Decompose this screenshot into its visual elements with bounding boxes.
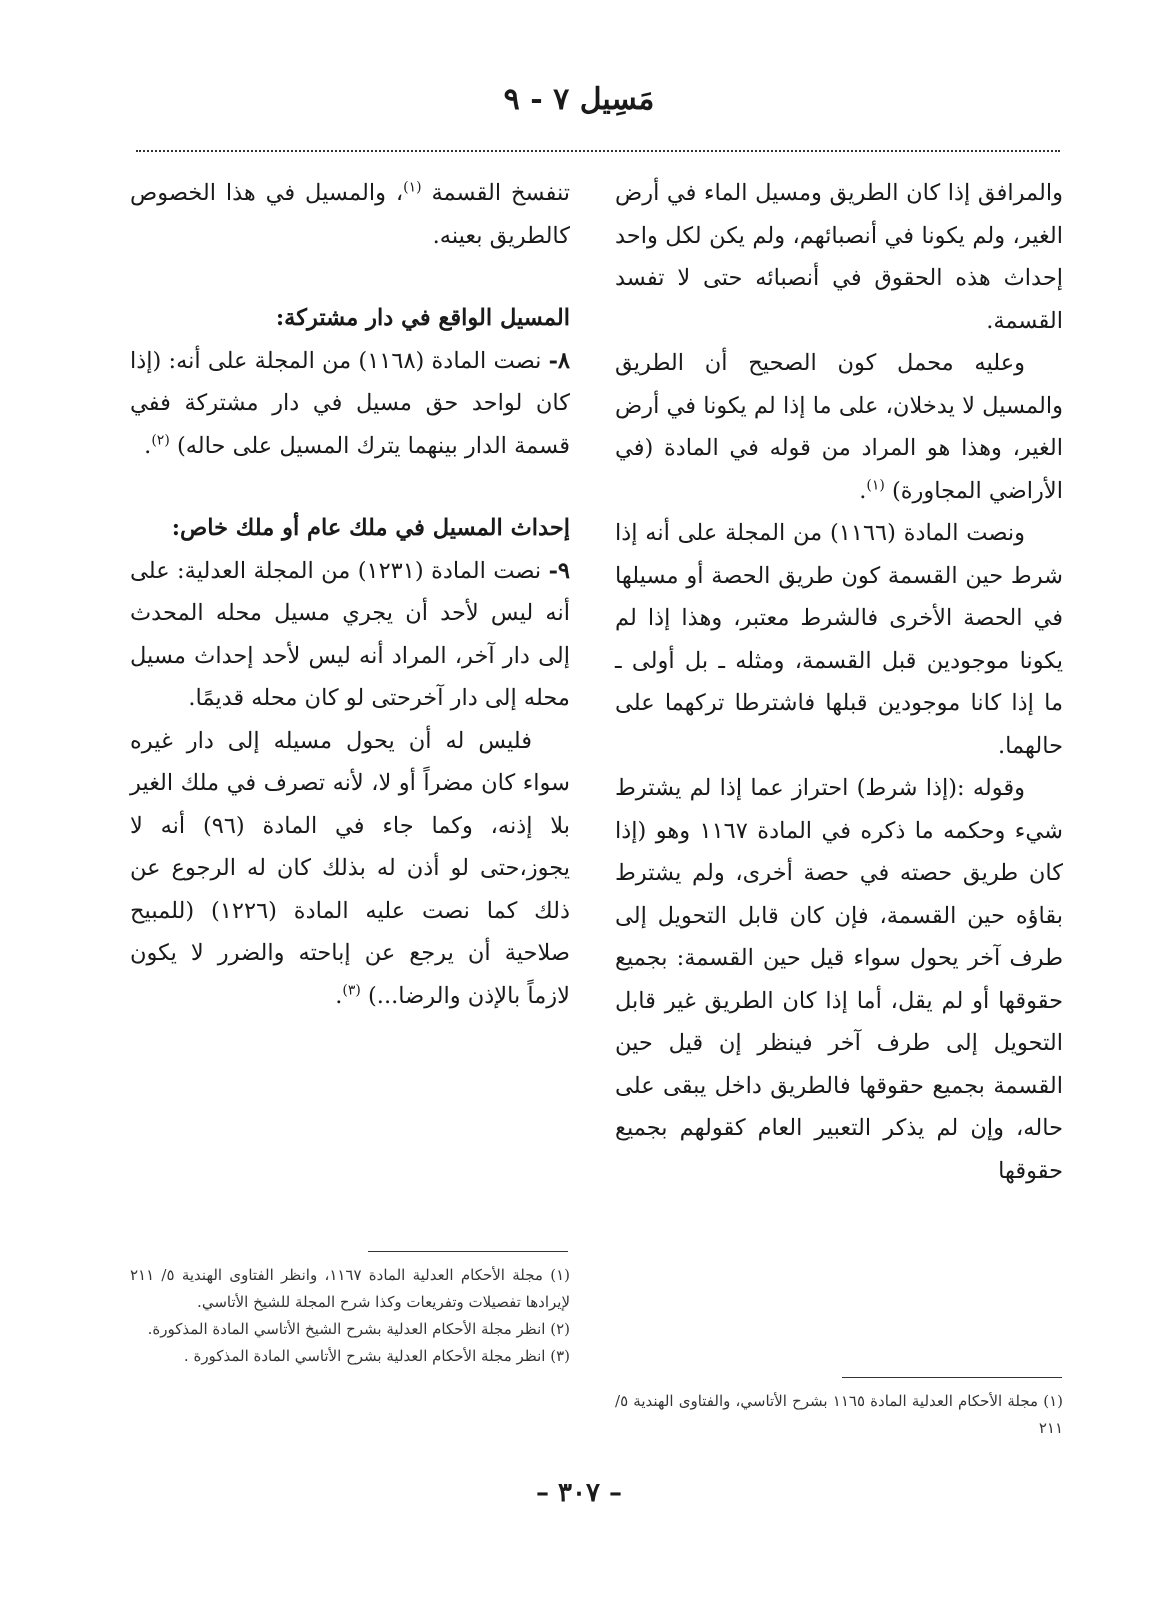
- section-heading-public-private: إحداث المسيل في ملك عام أو ملك خاص:: [171, 515, 570, 541]
- punctuation: .: [859, 477, 867, 504]
- page-number-text: – ٣٠٧ –: [535, 1478, 623, 1508]
- punctuation: .: [144, 432, 152, 459]
- left-paragraph-1: [130, 172, 570, 257]
- footnote-left-2: (٢) انظر مجلة الأحكام العدلية بشرح الشيخ الأتاسي المادة المذكورة.: [147, 1320, 570, 1338]
- footnote-right-1: (١) مجلة الأحكام العدلية المادة ١١٦٥ بشرح الأتاسي، والفتاوى الهندية ٥/ ٢١١: [615, 1392, 1063, 1437]
- item-9: [130, 550, 570, 720]
- header-title: مَسِيل ٧ - ٩: [503, 82, 655, 117]
- item-9-number: ٩-: [548, 557, 571, 584]
- right-paragraph-2-text: وعليه محمل كون الصحيح أن الطريق والمسيل لا يدخلان، على ما إذا لم يكونا في أرض الغير، وهذا هو المراد من قوله في المادة (في الأراضي المجاورة): [615, 350, 1063, 504]
- left-column: [130, 172, 570, 1017]
- section-heading-shared-house: المسيل الواقع في دار مشتركة:: [275, 305, 570, 331]
- item-8-text: نصت المادة (١١٦٨) من المجلة على أنه: (إذا كان لواحد حق مسيل في دار مشتركة ففي قسمة الدار بينهما يترك المسيل على حاله): [130, 347, 570, 459]
- footnote-left-3: (٣) انظر مجلة الأحكام العدلية بشرح الأتاسي المادة المذكورة .: [183, 1347, 570, 1365]
- punctuation: .: [335, 982, 343, 1009]
- footnotes-left: [130, 1262, 570, 1370]
- item-8: [130, 340, 570, 468]
- header-divider: [136, 150, 1060, 152]
- footnote-ref: (١): [866, 477, 885, 493]
- item-8-number: ٨-: [548, 347, 570, 374]
- footnote-rule-right: [842, 1377, 1062, 1378]
- left-paragraph-last: [130, 720, 570, 1018]
- footnote-ref: (٣): [342, 982, 361, 998]
- right-column: [615, 172, 1063, 1192]
- left-paragraph-last-text: فليس له أن يحول مسيله إلى دار غيره سواء كان مضراً أو لا، لأنه تصرف في ملك الغير بلا إذنه، وكما جاء في المادة (٩٦) أنه لا يجوز،حتى لو أذن له بذلك كان له الرجوع عن ذلك كما نصت عليه المادة (١٢٢٦) (للمبيح صلاحية أن يرجع عن إباحته والضرر لا يكون لازماً بالإذن والرضا...): [130, 727, 570, 1009]
- page-header: [0, 82, 1158, 132]
- left-paragraph-1-end: ، والمسيل في هذا الخصوص كالطريق بعينه.: [130, 180, 570, 249]
- right-paragraph-4: وقوله :(إذا شرط) احتراز عما إذا لم يشترط شيء وحكمه ما ذكره في المادة ١١٦٧ وهو (إذا كان طريق حصته في حصة أخرى، ولم يشترط بقاؤه حين القسمة، فإن كان قابل التحويل إلى طرف آخر يحول سواء قيل حين القسمة: بجميع حقوقها أو لم يقل، أما إذا كان الطريق غير قابل التحويل إلى طرف آخر فينظر إن قيل حين القسمة بجميع حقوقها فالطريق داخل يبقى على حاله، وإن لم يذكر التعبير العام كقولهم بجميع حقوقها: [615, 775, 1063, 1184]
- left-paragraph-1-start: تنفسخ القسمة: [431, 180, 570, 206]
- right-paragraph-2: [615, 342, 1063, 512]
- item-9-text: نصت المادة (١٢٣١) من المجلة العدلية: على أنه ليس لأحد أن يجري مسيل محله المحدث إلى دار آخر، المراد أنه ليس لأحد إحداث مسيل محله إلى دار آخرحتى لو كان محله قديمًا.: [130, 557, 570, 711]
- footnote-left-1: (١) مجلة الأحكام العدلية المادة ١١٦٧، وانظر الفتاوى الهندية ٥/ ٢١١ لإيرادها تفصيلات وتفريعات وكذا شرح المجلة للشيخ الأتاسي.: [130, 1266, 571, 1311]
- right-paragraph-3: ونصت المادة (١١٦٦) من المجلة على أنه إذا شرط حين القسمة كون طريق الحصة أو مسيلها في الحصة الأخرى فالشرط معتبر، وهذا إذا لم يكونا موجودين قبل القسمة، ومثله ـ بل أولى ـ ما إذا كانا موجودين قبلها فاشترطا تركهما على حالهما.: [615, 520, 1063, 759]
- footnote-ref: (١): [403, 179, 422, 196]
- page-number: [0, 1478, 1158, 1508]
- footnote-rule-left: [368, 1251, 568, 1252]
- footnote-ref: (٢): [151, 432, 170, 448]
- right-paragraph-1: والمرافق إذا كان الطريق ومسيل الماء في أرض الغير، ولم يكونا في أنصبائهم، ولم يكن لكل واحد إحداث هذه الحقوق في أنصبائه حتى لا تفسد القسمة.: [615, 180, 1063, 334]
- footnotes-right: [615, 1388, 1063, 1442]
